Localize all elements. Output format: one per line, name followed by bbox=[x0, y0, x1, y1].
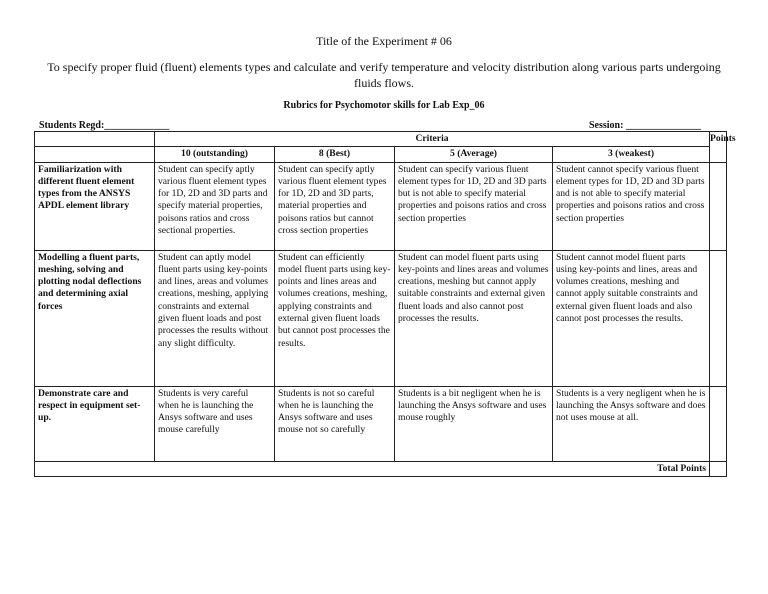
students-regd-field: Students Regd:_____________ bbox=[39, 120, 170, 131]
table-row bbox=[35, 250, 727, 386]
rubric-title: Rubrics for Psychomotor skills for Lab Exp_06 bbox=[283, 100, 485, 111]
level-header-8: 8 (Best) bbox=[275, 147, 395, 162]
rubric-cell: Student can efficiently model fluent parts using key-points and lines areas and volumes creations, meshing, applying constraints and external given fluent loads but cannot post processes the results. bbox=[275, 250, 395, 386]
experiment-objective: To specify proper fluid (fluent) elements types and calculate and verify temperature and velocity distribution along various parts undergoing fluids flows. bbox=[47, 60, 721, 90]
points-cell bbox=[710, 162, 727, 250]
points-cell bbox=[710, 250, 727, 386]
row-label-familiarization: Familiarization with different fluent element types from the ANSYS APDL element library bbox=[35, 162, 155, 250]
row-label-modelling: Modelling a fluent parts, meshing, solving and plotting nodal deflections and determining axial forces bbox=[35, 250, 155, 386]
rubric-cell: Students is not so careful when he is launching the Ansys software and uses mouse not so carefully bbox=[275, 386, 395, 461]
empty-cell bbox=[35, 132, 155, 147]
rubric-cell: Student cannot specify various fluent element types for 1D, 2D and 3D parts and is not able to specify material properties and poisons ratios and cross section properties bbox=[553, 162, 710, 250]
level-header-5: 5 (Average) bbox=[395, 147, 553, 162]
rubric-cell: Student can specify aptly various fluent element types for 1D, 2D and 3D parts, material properties and poisons ratios but cannot cross section properties bbox=[275, 162, 395, 250]
rubric-cell: Students is a very negligent when he is launching the Ansys software and does not uses mouse at all. bbox=[553, 386, 710, 461]
table-row bbox=[35, 386, 727, 461]
rubric-cell: Student can specify aptly various fluent element types for 1D, 2D and 3D parts and specify material properties, poisons ratios and cross sectional properties. bbox=[155, 162, 275, 250]
rubric-cell: Students is very careful when he is launching the Ansys software and uses mouse carefully bbox=[155, 386, 275, 461]
row-label-care: Demonstrate care and respect in equipment set-up. bbox=[35, 386, 155, 461]
criteria-header: Criteria bbox=[155, 132, 710, 147]
rubric-cell: Student can specify various fluent element types for 1D, 2D and 3D parts but is not able to specify material properties and poisons ratios and cross section properties bbox=[395, 162, 553, 250]
points-cell bbox=[710, 386, 727, 461]
table-row bbox=[35, 162, 727, 250]
total-points-cell bbox=[710, 461, 727, 476]
empty-cell bbox=[35, 147, 155, 162]
rubric-cell: Student can model fluent parts using key-points and lines areas and volumes creations, meshing but cannot apply suitable constraints and external given fluent loads and also cannot post processes the results. bbox=[395, 250, 553, 386]
level-header-3: 3 (weakest) bbox=[553, 147, 710, 162]
session-field: Session: _______________ bbox=[589, 120, 701, 131]
points-header: Points bbox=[710, 132, 727, 163]
rubric-cell: Students is a bit negligent when he is launching the Ansys software and uses mouse roughly bbox=[395, 386, 553, 461]
rubric-table bbox=[34, 131, 736, 477]
level-header-10: 10 (outstanding) bbox=[155, 147, 275, 162]
rubric-cell: Student cannot model fluent parts using key-points and lines, areas and volumes creations, meshing and cannot apply suitable constraints and external given fluent loads and also cannot post processes the results. bbox=[553, 250, 710, 386]
total-points-label: Total Points bbox=[35, 461, 710, 476]
rubric-cell: Student can aptly model fluent parts using key-points and lines, areas and volumes creations, meshing, applying constraints and external given fluent loads and post processes the results without any slight difficulty. bbox=[155, 250, 275, 386]
experiment-title: Title of the Experiment # 06 bbox=[316, 34, 452, 48]
